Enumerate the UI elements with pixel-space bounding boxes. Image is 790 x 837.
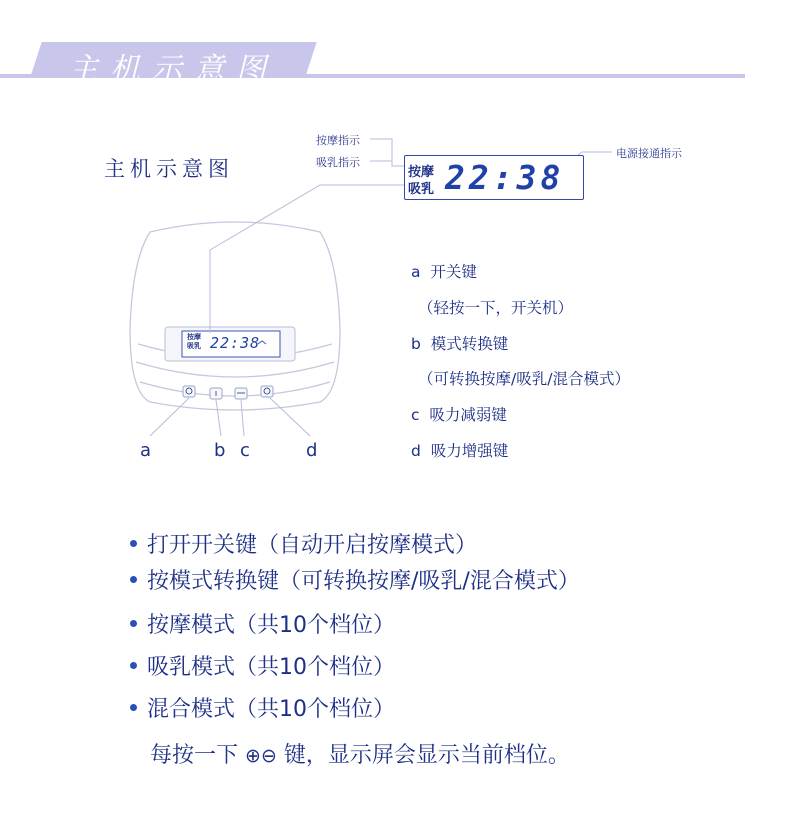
plus-circle-icon: ⊕ (245, 745, 261, 767)
option-a (411, 260, 477, 282)
option-text: 吸力增强键 (430, 442, 509, 460)
option-text: （轻按一下，开关机） (418, 299, 574, 317)
device-lcd-mode (187, 333, 201, 351)
key-letter-a: a (140, 440, 152, 461)
device-lcd-massage: 按摩 (187, 333, 201, 341)
bullet-dot-icon (130, 704, 137, 711)
option-a-note (418, 296, 573, 318)
option-d (411, 439, 508, 461)
page-title: 主机示意图 (68, 52, 278, 87)
suction-indicator-label: 吸乳指示 (316, 156, 360, 169)
option-letter: d (411, 442, 421, 460)
bullet-text: 按模式转换键（可转换按摩/吸乳/混合模式） (147, 569, 580, 594)
option-text: 模式转换键 (430, 335, 509, 353)
lcd-massage-text: 按摩 (408, 165, 435, 180)
footer-prefix: 每按一下 (150, 743, 239, 768)
bullet-text: 吸乳模式（共10个档位） (147, 655, 395, 680)
bullet-item (130, 650, 395, 681)
bullet-item (130, 564, 580, 595)
lcd-time: 22:38 (445, 158, 565, 197)
lcd-suction-text: 吸乳 (408, 182, 435, 197)
option-letter: c (411, 406, 420, 424)
option-text: 吸力减弱键 (429, 406, 507, 424)
option-text: （可转换按摩/吸乳/混合模式） (418, 370, 630, 388)
device-lcd-suction: 吸乳 (187, 342, 201, 350)
massage-indicator-label: 按摩指示 (316, 134, 360, 147)
option-b (411, 332, 508, 354)
key-letter-d: d (306, 440, 318, 461)
option-b-note (418, 367, 630, 389)
bullet-dot-icon (130, 540, 137, 547)
key-letter-c: c (240, 440, 250, 461)
option-text: 开关键 (430, 263, 477, 281)
bullet-text: 混合模式（共10个档位） (147, 697, 395, 722)
option-letter: b (411, 335, 421, 353)
bullet-item (130, 692, 395, 723)
footer-suffix: 键，显示屏会显示当前档位。 (283, 743, 570, 768)
bullet-text: 打开开关键（自动开启按摩模式） (147, 533, 478, 558)
footer-note (150, 738, 570, 769)
power-indicator-label: 电源接通指示 (616, 147, 682, 160)
bullet-item (130, 528, 477, 559)
bullet-item (130, 608, 395, 639)
option-c (411, 403, 507, 425)
bullet-dot-icon (130, 576, 137, 583)
bullet-dot-icon (130, 662, 137, 669)
minus-circle-icon: ⊖ (260, 745, 277, 767)
option-letter: a (411, 263, 421, 281)
bullet-dot-icon (130, 620, 137, 627)
device-lcd-time: 22:38 (210, 334, 261, 352)
diagram-title: 主机示意图 (104, 157, 234, 181)
bullet-text: 按摩模式（共10个档位） (147, 613, 395, 638)
key-letter-b: b (214, 440, 226, 461)
